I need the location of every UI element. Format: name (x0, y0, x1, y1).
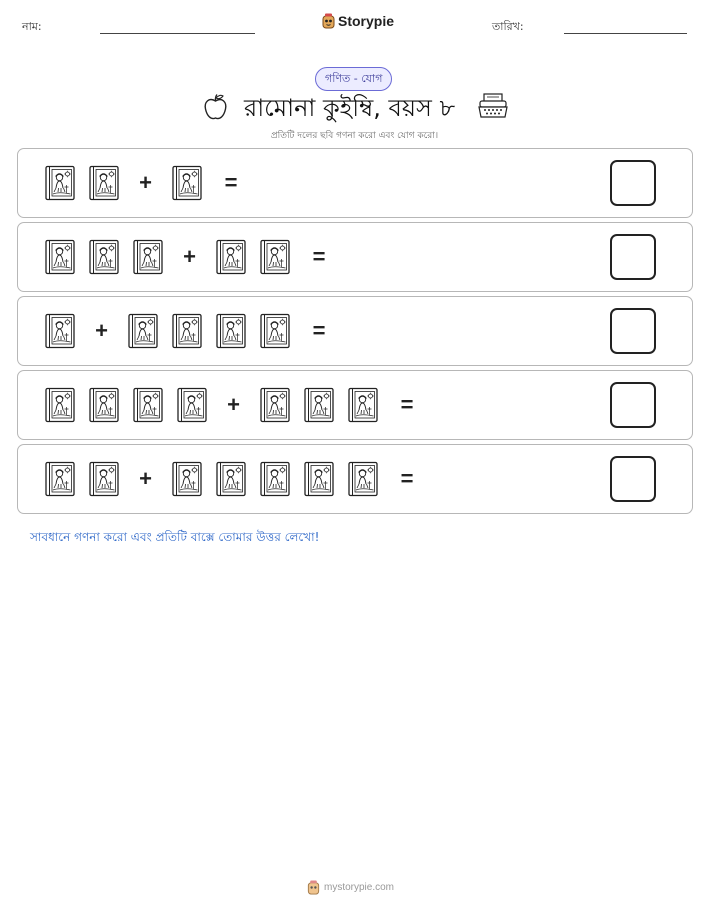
typewriter-icon (478, 93, 508, 119)
problem-items (38, 223, 341, 291)
book-cover-icon (297, 445, 341, 513)
book-cover-icon (82, 149, 126, 217)
book-cover-icon (341, 371, 385, 439)
problem-items (38, 149, 253, 217)
problem-items (38, 445, 429, 513)
book-cover-icon (165, 297, 209, 365)
problem-row (17, 370, 693, 440)
book-cover-icon (297, 371, 341, 439)
book-cover-icon (38, 445, 82, 513)
problem-row (17, 296, 693, 366)
plus-sign: + (227, 392, 240, 417)
book-cover-icon (165, 445, 209, 513)
storypie-mascot-icon (322, 13, 335, 29)
plus-sign: + (183, 244, 196, 269)
date-label: তারিখ: (492, 20, 524, 33)
site-url: mystorypie.com (324, 882, 395, 893)
problem-row (17, 148, 693, 218)
book-cover-icon (82, 371, 126, 439)
answer-box[interactable] (610, 234, 656, 280)
problem-row (17, 444, 693, 514)
name-line[interactable] (100, 33, 255, 34)
book-cover-icon (209, 223, 253, 291)
equals-sign: = (312, 244, 326, 269)
book-cover-icon (82, 223, 126, 291)
answer-box[interactable] (610, 160, 656, 206)
equals-sign: = (400, 466, 414, 491)
book-cover-icon (38, 297, 82, 365)
storypie-logo (322, 13, 394, 29)
apple-icon (203, 93, 228, 121)
equals-sign: = (224, 170, 238, 195)
site-footer (307, 880, 394, 895)
equals-sign: = (312, 318, 326, 343)
book-cover-icon (38, 149, 82, 217)
book-cover-icon (253, 371, 297, 439)
problem-row (17, 222, 693, 292)
book-cover-icon (38, 223, 82, 291)
storypie-mascot-icon (307, 880, 320, 895)
book-cover-icon (253, 223, 297, 291)
book-cover-icon (38, 371, 82, 439)
book-cover-icon (209, 297, 253, 365)
topic-badge: গণিত - যোগ (315, 67, 392, 91)
book-cover-icon (126, 371, 170, 439)
book-cover-icon (170, 371, 214, 439)
logo-text: Storypie (338, 13, 395, 29)
name-label: নাম: (22, 20, 42, 33)
book-cover-icon (121, 297, 165, 365)
title-row (0, 90, 709, 124)
date-line[interactable] (564, 33, 687, 34)
book-cover-icon (165, 149, 209, 217)
answer-box[interactable] (610, 308, 656, 354)
book-cover-icon (253, 445, 297, 513)
answer-box[interactable] (610, 382, 656, 428)
book-cover-icon (82, 445, 126, 513)
equals-sign: = (400, 392, 414, 417)
problem-items (38, 371, 429, 439)
book-cover-icon (126, 223, 170, 291)
plus-sign: + (139, 466, 152, 491)
problem-items (38, 297, 341, 365)
book-cover-icon (341, 445, 385, 513)
book-cover-icon (209, 445, 253, 513)
plus-sign: + (139, 170, 152, 195)
answer-box[interactable] (610, 456, 656, 502)
instruction-text: প্রতিটি দলের ছবি গণনা করো এবং যোগ করো। (270, 131, 439, 141)
footer-note: সাবধানে গণনা করো এবং প্রতিটি বাক্সে তোমার উত্তর লেখো! (30, 530, 320, 544)
book-cover-icon (253, 297, 297, 365)
page-title: রামোনা কুইম্বি, বয়স ৮ (244, 94, 456, 122)
plus-sign: + (95, 318, 108, 343)
